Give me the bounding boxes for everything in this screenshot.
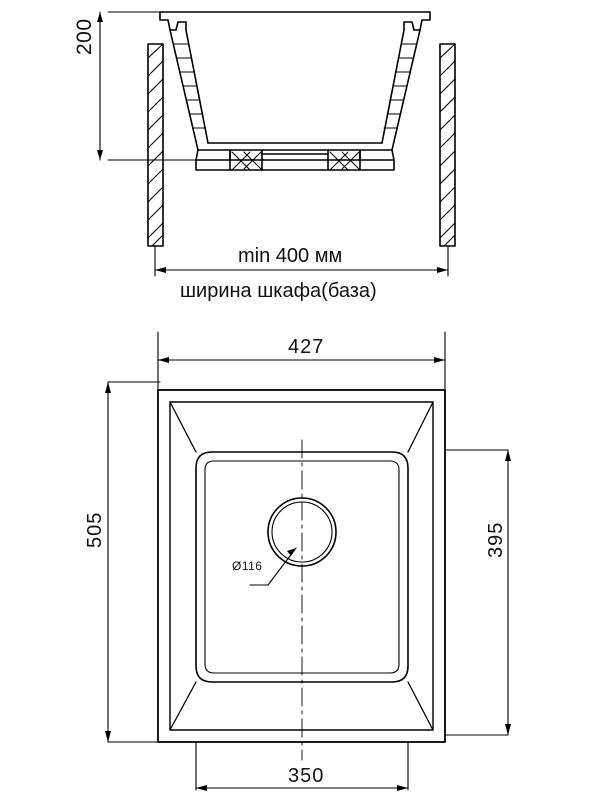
dimension-395: [505, 450, 511, 735]
label-depth-200: 200: [73, 18, 96, 55]
label-min-cabinet-width: min 400 мм: [238, 245, 343, 267]
dimension-505: [105, 382, 111, 742]
label-height-505: 505: [84, 511, 106, 548]
base-hatch-right: [330, 152, 359, 170]
label-inner-height-395: 395: [485, 521, 507, 558]
label-inner-width-350: 350: [288, 765, 325, 787]
label-width-427: 427: [288, 336, 325, 358]
label-drain-diameter: Ø116: [232, 559, 263, 573]
label-cabinet-caption: ширина шкафа(база): [180, 280, 377, 302]
cabinet-left-wall: [148, 44, 163, 246]
wall-hatch: [174, 44, 416, 128]
base-hatch-left: [232, 152, 261, 170]
cabinet-right-wall: [440, 44, 455, 246]
sink-section-outline: [160, 12, 430, 170]
